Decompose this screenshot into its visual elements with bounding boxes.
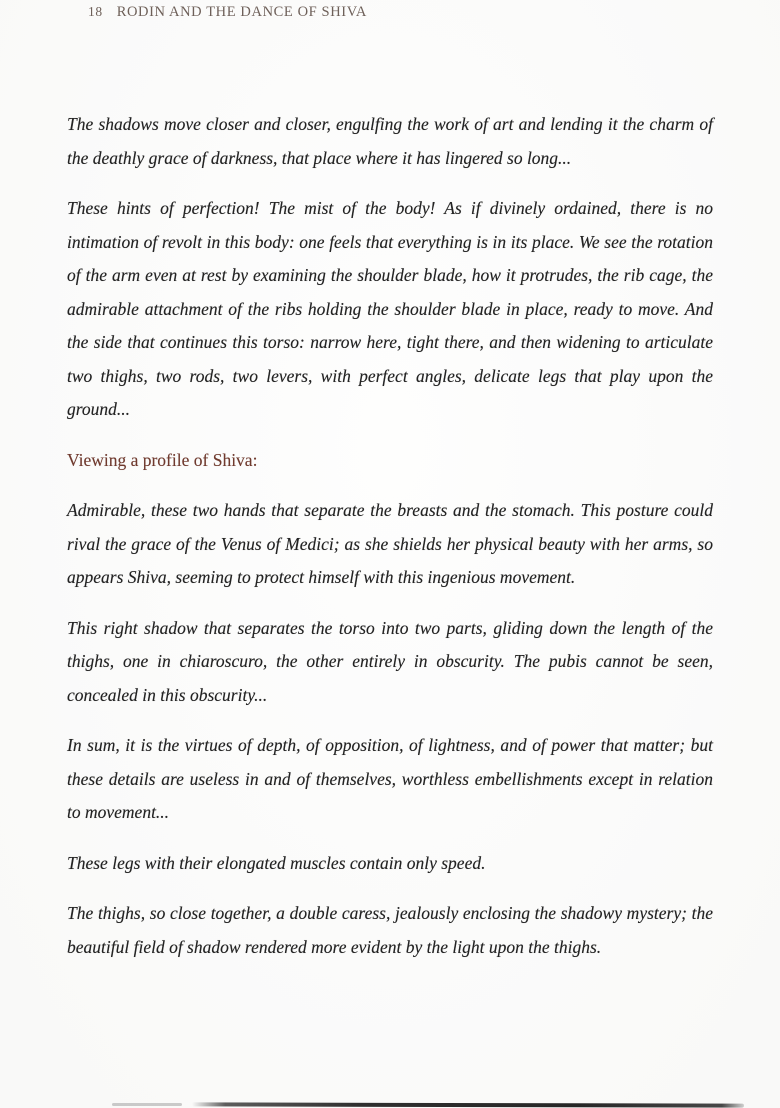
scan-smudge-artifact — [112, 1103, 182, 1106]
paragraph-in-sum-virtues: In sum, it is the virtues of depth, of opposition, of lightness, and of power that matter; but these details are useless in and of themselves, worthless embellishments except in relation to movement... — [67, 735, 713, 822]
paragraph-admirable-hands: Admirable, these two hands that separate the breasts and the stomach. This posture could rival the grace of the Venus of Medici; as she shields her physical beauty with her arms, so appears Shiva, seeming to protect himself with this ingenious movement. — [67, 500, 713, 587]
running-title: RODIN AND THE DANCE OF SHIVA — [116, 4, 367, 20]
paragraph-right-shadow: This right shadow that separates the torso into two parts, gliding down the length of the thighs, one in chiaroscuro, the other entirely in obscurity. The pubis cannot be seen, concealed in this obscurity... — [67, 617, 713, 705]
page-number: 18 — [88, 4, 103, 19]
scan-edge-artifact — [192, 1102, 744, 1107]
paragraph-shadows: The shadows move closer and closer, engulfing the work of art and lending it the charm of the deathly grace of darkness, that place where it has lingered so long... — [67, 114, 713, 168]
section-heading-viewing-profile: Viewing a profile of Shiva: — [67, 449, 258, 470]
paragraph-hints-of-perfection: These hints of perfection! The mist of the body! As if divinely ordained, there is no intimation of revolt in this body: one feels that everything is in its place. We see the rotation of the arm even at rest by examining the shoulder blade, how it protrudes, the rib cage, the admirable attachment of the ribs holding the shoulder blade in place, ready to move. And the side that continues this torso: narrow here, tight there, and then widening to articulate two thighs, two rods, two levers, with perfect angles, delicate legs that play upon the ground... — [67, 198, 713, 419]
paragraph-thighs-caress: The thighs, so close together, a double caress, jealously enclosing the shadowy mystery; the beautiful field of shadow rendered more evident by the light upon the thighs. — [67, 903, 713, 957]
paragraph-legs-speed: These legs with their elongated muscles contain only speed. — [67, 852, 486, 873]
text-block — [67, 108, 713, 981]
running-header — [88, 4, 367, 21]
